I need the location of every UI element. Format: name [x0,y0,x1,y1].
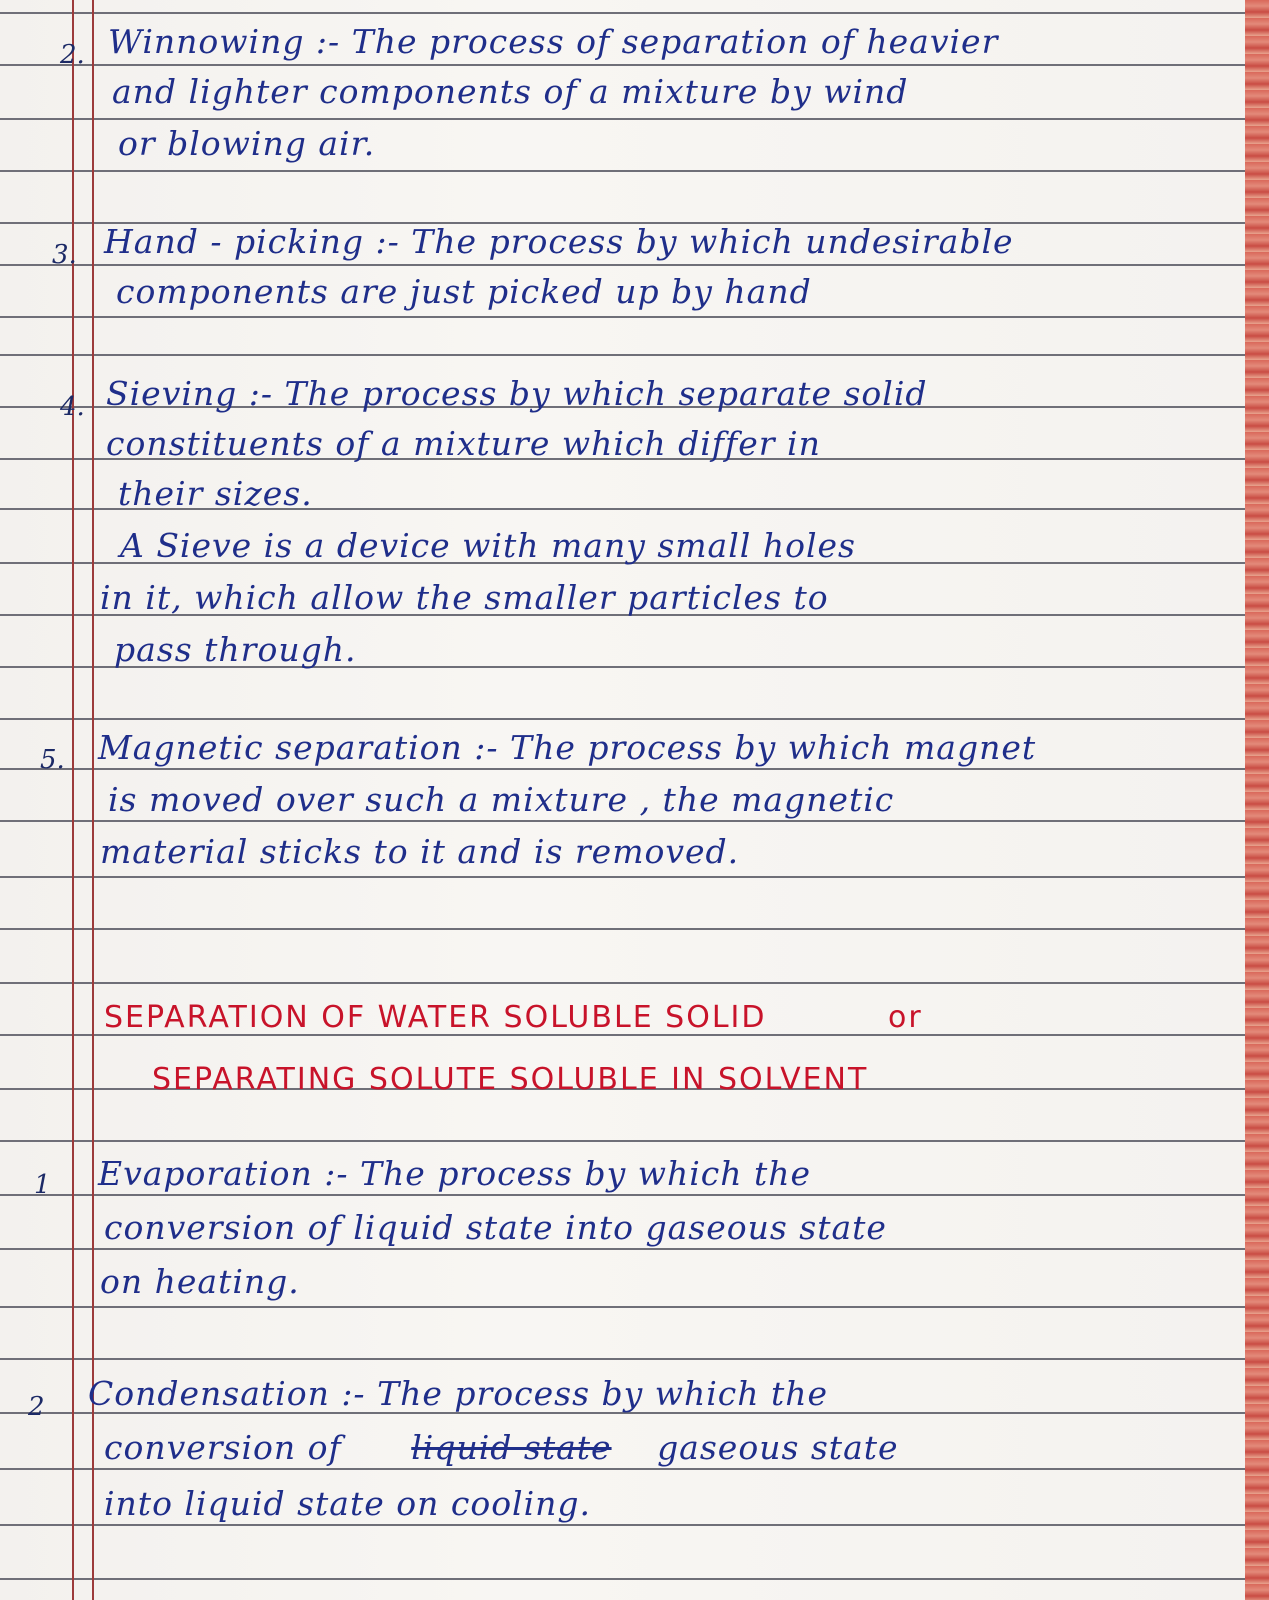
item-number: 4. [60,392,85,422]
ruled-line [0,170,1245,172]
text-line: Winnowing :- The process of separation of heavier [108,22,999,61]
text-line: Condensation :- The process by which the [88,1374,829,1413]
item-number: 2. [60,40,85,70]
ruled-line [0,820,1245,822]
ruled-line [0,1524,1245,1526]
text-line: Evaporation :- The process by which the [98,1154,812,1193]
text-fragment: conversion of [104,1428,342,1467]
ruled-line [0,264,1245,266]
text-line: Magnetic separation :- The process by which magnet [98,728,1037,767]
ruled-line [0,1140,1245,1142]
text-fragment: gaseous state [657,1428,899,1467]
text-line: conversion of liquid state into gaseous state [104,1208,887,1247]
item-number: 2 [28,1392,45,1422]
text-line: on heating. [100,1262,300,1301]
ruled-line [0,1194,1245,1196]
item-number: 1 [34,1170,51,1200]
ruled-line [0,316,1245,318]
struck-text: liquid state [411,1428,612,1467]
ruled-line [0,354,1245,356]
heading-or: or [888,1000,923,1035]
ruled-line [0,118,1245,120]
text-line: is moved over such a mixture , the magnetic [108,780,895,819]
ruled-line [0,876,1245,878]
text-line: components are just picked up by hand [116,272,812,311]
text-line: or blowing air. [118,124,376,163]
section-heading-line2: SEPARATING SOLUTE SOLUBLE IN SOLVENT [152,1062,869,1097]
ruled-line [0,982,1245,984]
text-line: and lighter components of a mixture by wind [112,72,909,111]
margin-line-inner [92,0,94,1600]
text-line [104,1428,899,1467]
item-number: 3. [52,240,77,270]
text-line: pass through. [114,630,357,669]
ruled-line [0,1468,1245,1470]
ruled-line [0,64,1245,66]
page-edge-binding [1245,0,1269,1600]
text-line: material sticks to it and is removed. [100,832,740,871]
ruled-line [0,1248,1245,1250]
item-number: 5. [40,745,65,775]
ruled-line [0,1306,1245,1308]
text-line: their sizes. [118,474,313,513]
ruled-line [0,1358,1245,1360]
ruled-line [0,1578,1245,1580]
ruled-line [0,12,1245,14]
heading-text: SEPARATION OF WATER SOLUBLE SOLID [104,1000,767,1035]
ruled-line [0,768,1245,770]
text-line: Sieving :- The process by which separate solid [106,374,928,413]
section-heading-line1 [104,1000,923,1035]
text-line: constituents of a mixture which differ in [106,424,821,463]
text-line: in it, which allow the smaller particles to [100,578,829,617]
text-line: into liquid state on cooling. [104,1484,592,1523]
ruled-line [0,718,1245,720]
text-line: A Sieve is a device with many small holes [120,526,856,565]
text-line: Hand - picking :- The process by which undesirable [104,222,1014,261]
ruled-line [0,928,1245,930]
